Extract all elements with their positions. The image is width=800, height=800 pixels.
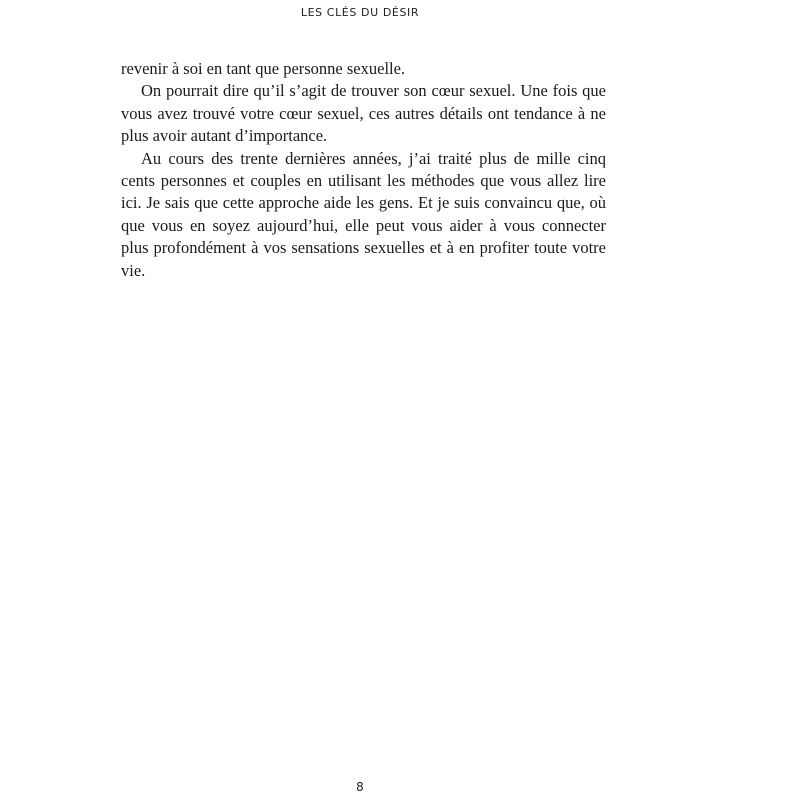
page-number: 8 (356, 780, 364, 794)
running-header: LES CLÉS DU DÉSIR (300, 6, 420, 19)
paragraph-continuation: revenir à soi en tant que personne sexuelle. (121, 59, 406, 78)
body-text (121, 58, 606, 282)
paragraph: On pourrait dire qu’il s’agit de trouver son cœur sexuel. Une fois que vous avez trouvé votre cœur sexuel, ces autres détails ont tendance à ne plus avoir autant d’importance. (121, 81, 606, 146)
paragraph: Au cours des trente dernières années, j’ai traité plus de mille cinq cents personnes et couples en utilisant les méthodes que vous allez lire ici. Je sais que cette approche aide les gens. Et je suis convaincu que, où que vous en soyez aujourd’hui, elle peut vous aider à vous connecter plus profondément à vos sensations sexuelles et à en profiter toute votre vie. (121, 148, 606, 280)
